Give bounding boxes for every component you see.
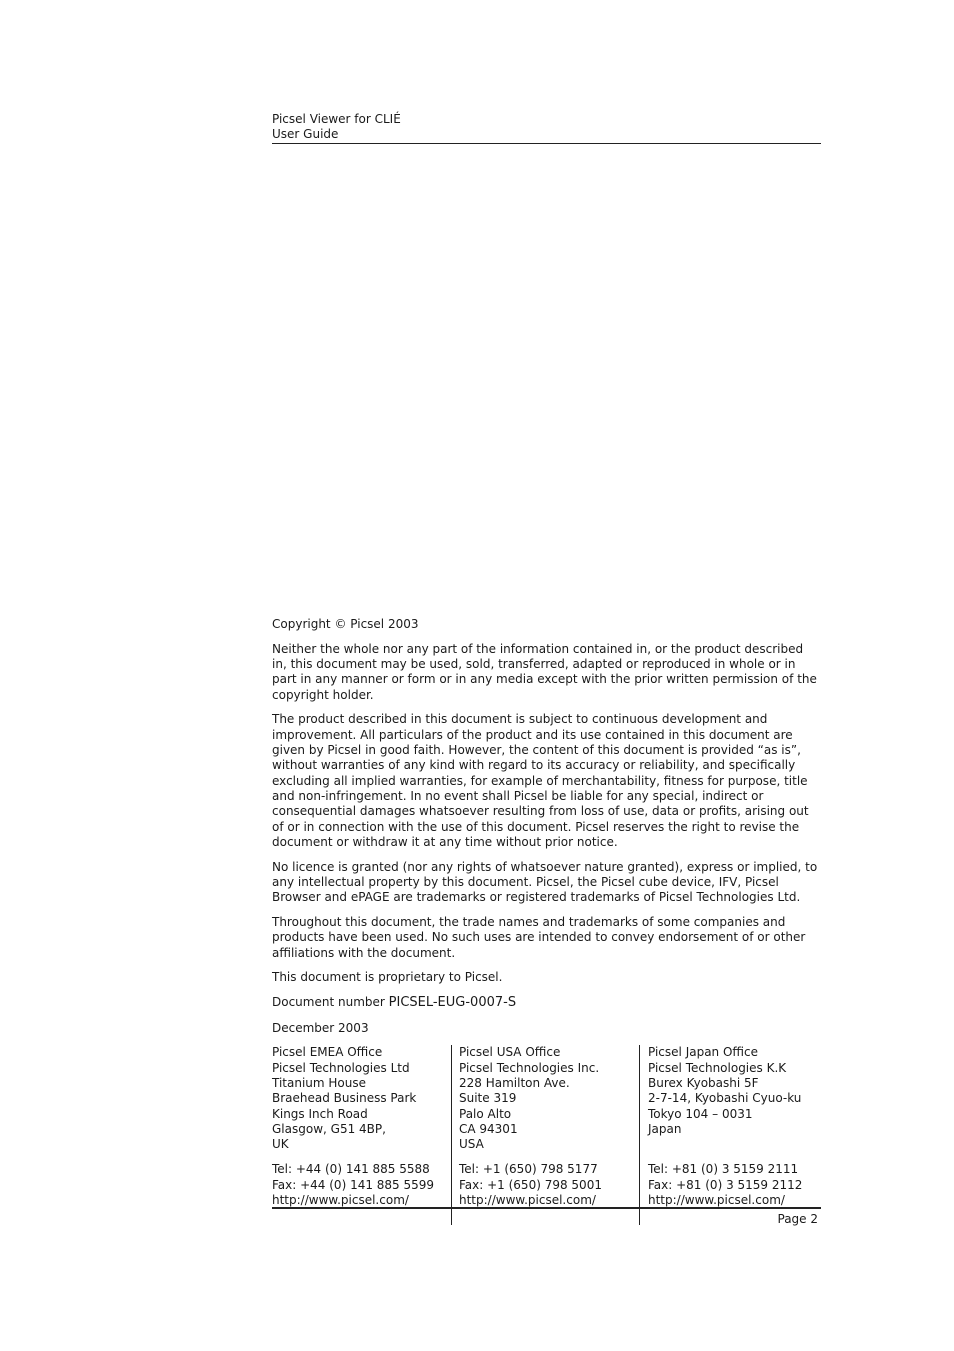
address-line: Picsel Japan Office (648, 1045, 758, 1060)
document-number-label: Document number (272, 995, 389, 1010)
document-date: December 2003 (272, 1020, 369, 1035)
proprietary-notice: This document is proprietary to Picsel. (272, 970, 503, 985)
address-line: Glasgow, G51 4BP, (272, 1121, 386, 1136)
page-number: Page 2 (777, 1212, 818, 1226)
address-line: Picsel USA Office (459, 1045, 561, 1060)
address-line: 228 Hamilton Ave. (459, 1075, 570, 1090)
office-tel: Tel: +81 (0) 3 5159 2111 (648, 1162, 799, 1177)
address-line (648, 1137, 813, 1152)
address-line: Picsel Technologies Inc. (459, 1060, 600, 1075)
address-line: Suite 319 (459, 1091, 517, 1106)
office-usa (452, 1045, 640, 1225)
address-line: USA (459, 1137, 484, 1152)
warranty-paragraph: The product described in this document is subject to continuous development and improvement. All particulars of the product and its use contained in this document are given by Picsel in good faith. However, the content of this document is provided “as is”, without warranties of any kind with regard to its accuracy or reliability, and specifically excluding all implied warranties, for example of merchantability, fitness for purpose, title and non-infringement. In no event shall Picsel be liable for any special, indirect or consequential damages whatsoever resulting from loss of use, data or profits, arising out of or in connection with the use of this document. Picsel reserves the right to revise the document or withdraw it at any time without prior notice. (272, 712, 809, 849)
office-website-link[interactable]: http://www.picsel.com/ (648, 1193, 785, 1207)
office-website-link[interactable]: http://www.picsel.com/ (459, 1193, 596, 1207)
address-line: Braehead Business Park (272, 1091, 417, 1106)
header-doc-type: User Guide (272, 127, 339, 141)
office-fax: Fax: +44 (0) 141 885 5599 (272, 1177, 435, 1192)
trademark-paragraph: No licence is granted (nor any rights of whatsoever nature granted), express or implied, to any intellectual property by this document. Picsel, the Picsel cube device, IFV, Picsel Browser and ePAGE are trademarks or registered trademarks of Picsel Technologies Ltd. (272, 859, 818, 905)
office-fax: Fax: +81 (0) 3 5159 2112 (648, 1177, 803, 1192)
address-line: Palo Alto (459, 1106, 512, 1121)
office-emea (272, 1045, 452, 1225)
document-number-value: PICSEL-EUG-0007-S (388, 995, 517, 1011)
reproduction-paragraph: Neither the whole nor any part of the information contained in, or the product described in, this document may be used, sold, transferred, adapted or reproduced in whole or in part in any manner or form or in any media except with the prior written permission of the copyright holder. (272, 641, 817, 702)
address-line: Picsel EMEA Office (272, 1045, 383, 1060)
address-line: Burex Kyobashi 5F (648, 1075, 759, 1090)
legal-content (272, 617, 821, 1225)
header-product-title: Picsel Viewer for CLIÉ (272, 112, 401, 126)
address-line: Picsel Technologies K.K (648, 1060, 787, 1075)
address-line: Titanium House (272, 1075, 367, 1090)
address-line: Picsel Technologies Ltd (272, 1060, 410, 1075)
office-fax: Fax: +1 (650) 798 5001 (459, 1177, 602, 1192)
page-footer (272, 1207, 821, 1226)
address-line: 2-7-14, Kyobashi Cyuo-ku (648, 1091, 802, 1106)
copyright-notice: Copyright © Picsel 2003 (272, 617, 419, 631)
address-line: Tokyo 104 – 0031 (648, 1106, 753, 1121)
office-tel: Tel: +44 (0) 141 885 5588 (272, 1162, 430, 1177)
address-line: CA 94301 (459, 1121, 518, 1136)
document-number (272, 995, 821, 1010)
office-japan (640, 1045, 821, 1225)
page-header (272, 112, 821, 144)
third-party-trademarks-paragraph: Throughout this document, the trade names and trademarks of some companies and products have been used. No such uses are intended to convey endorsement of or other affiliations with the document. (272, 915, 806, 960)
address-line: UK (272, 1137, 289, 1152)
office-tel: Tel: +1 (650) 798 5177 (459, 1162, 598, 1177)
office-addresses (272, 1045, 821, 1225)
address-line: Japan (648, 1121, 682, 1136)
office-website-link[interactable]: http://www.picsel.com/ (272, 1193, 409, 1207)
address-line: Kings Inch Road (272, 1106, 368, 1121)
